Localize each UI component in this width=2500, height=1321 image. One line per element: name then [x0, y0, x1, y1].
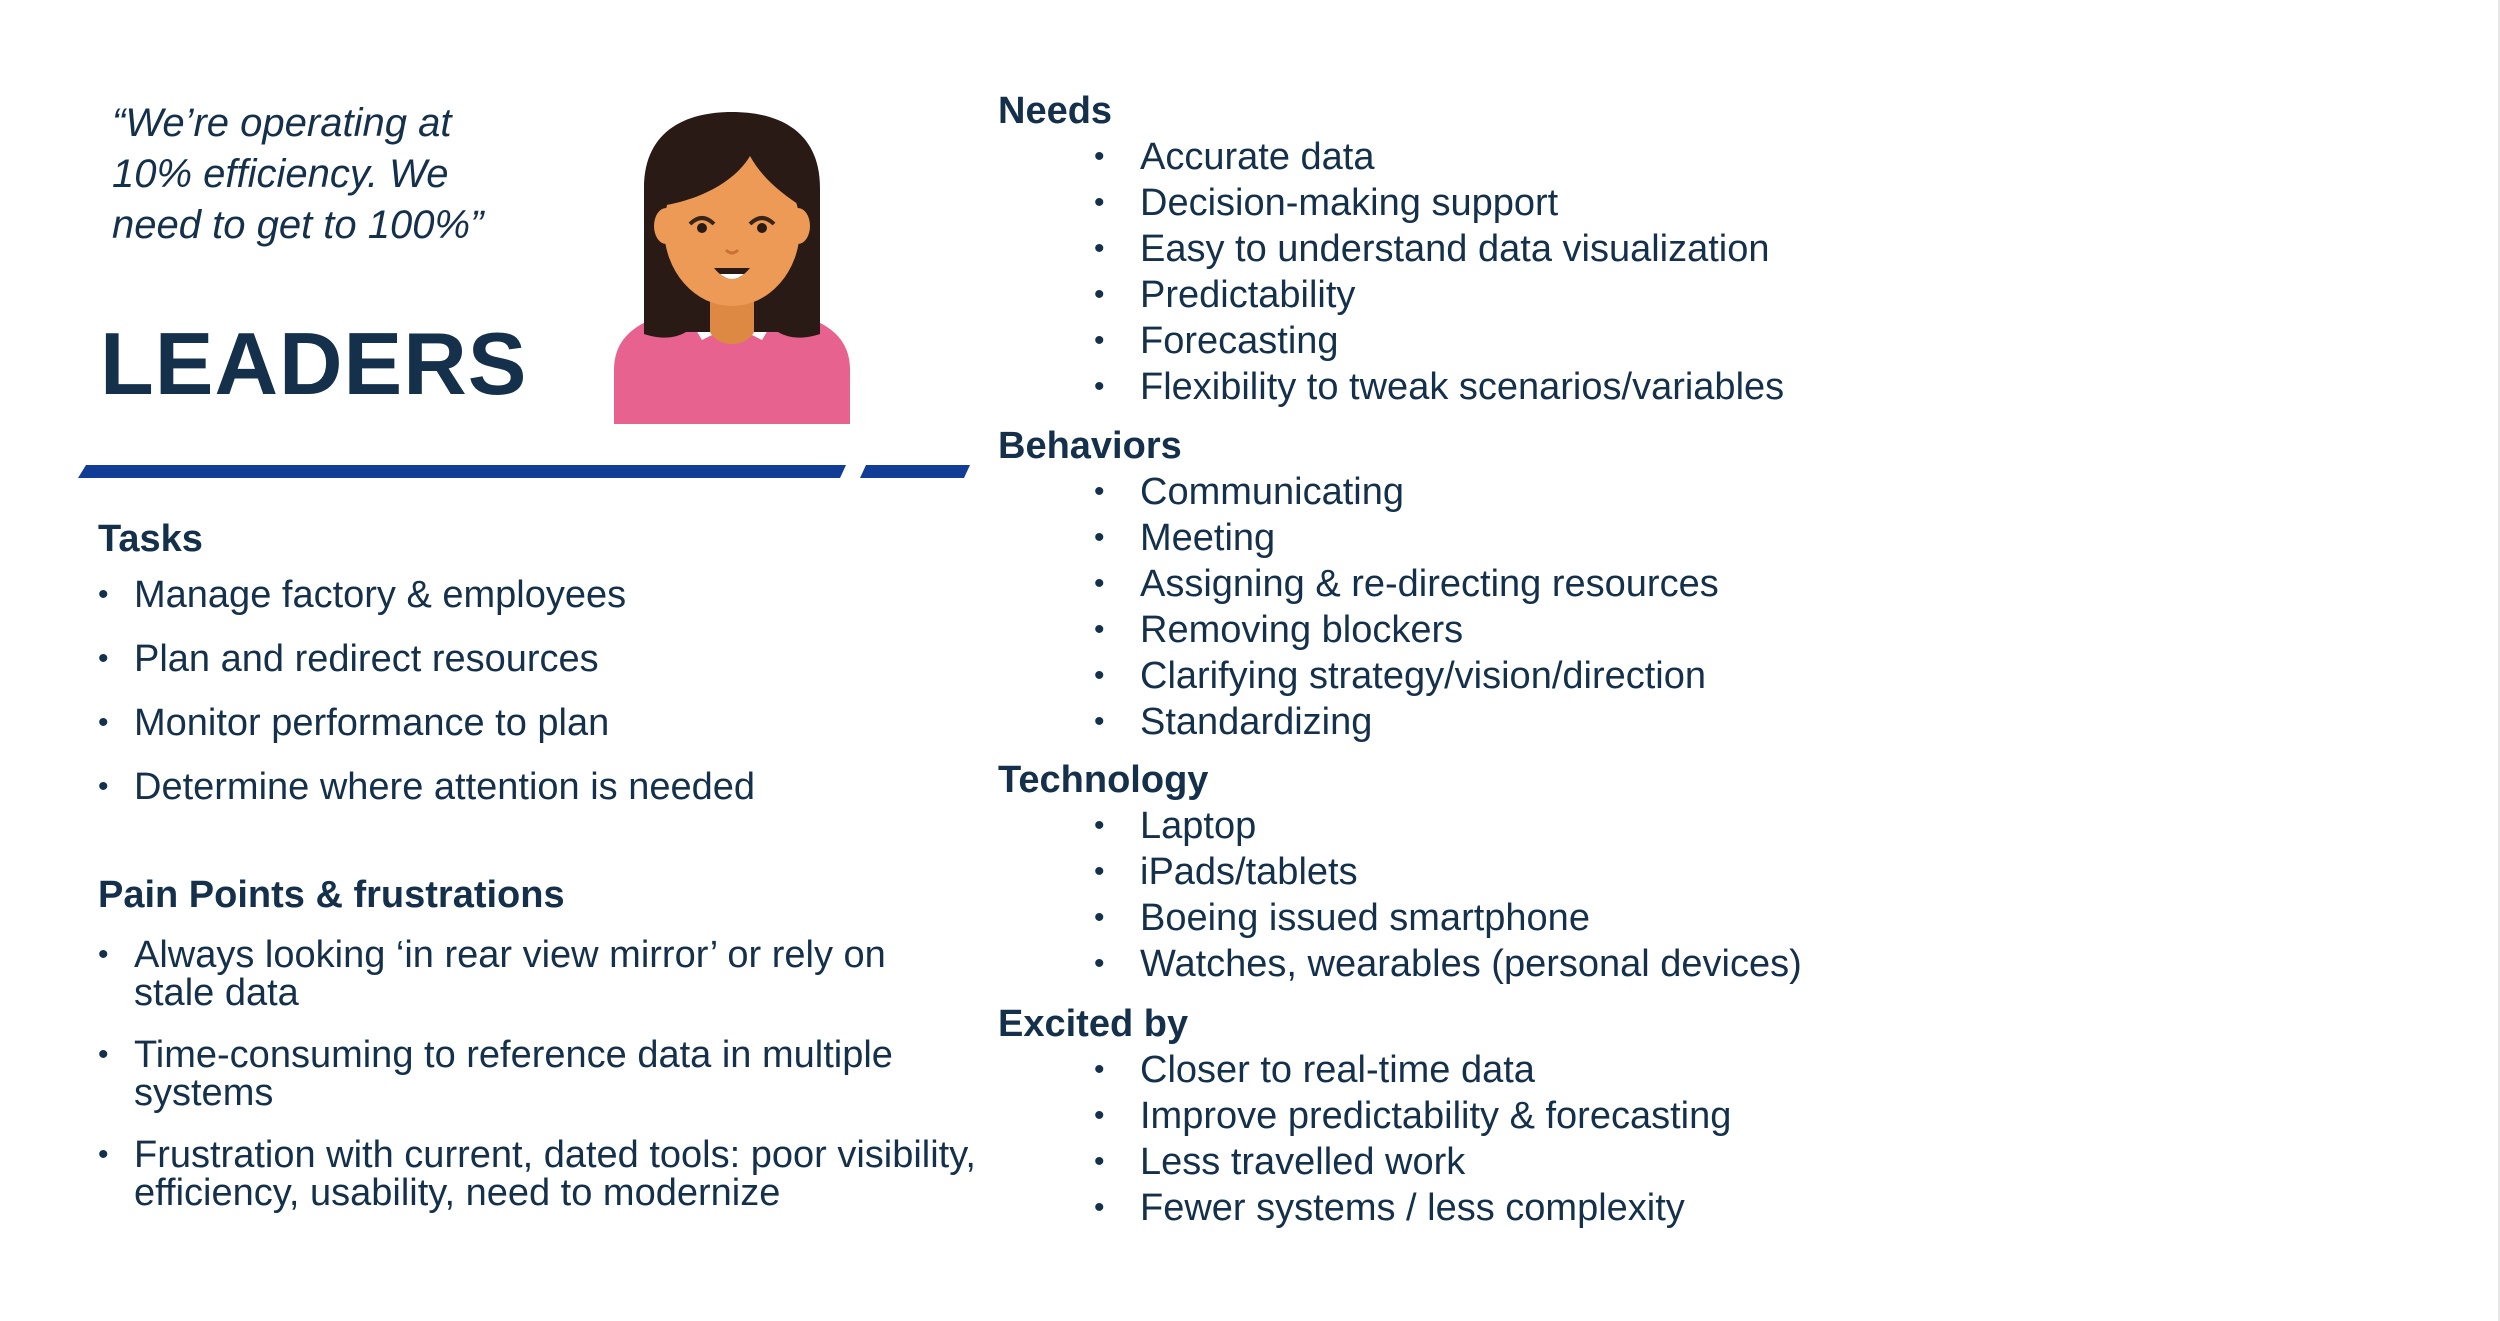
technology-heading: Technology	[998, 759, 1209, 801]
task-item: • Monitor performance to plan	[98, 704, 978, 742]
task-item: • Determine where attention is needed	[98, 768, 978, 806]
needs-item: • Predictability	[1140, 272, 2198, 318]
behaviors-section	[998, 423, 2198, 745]
behavior-item: • Standardizing	[1140, 699, 2198, 745]
tasks-section	[98, 516, 978, 806]
needs-item: • Decision-making support	[1140, 180, 2198, 226]
quote-line: “We’re operating at	[112, 101, 452, 145]
needs-item: • Forecasting	[1140, 318, 2198, 364]
behavior-item: • Meeting	[1140, 515, 2198, 561]
needs-item: • Accurate data	[1140, 134, 2198, 180]
needs-heading: Needs	[998, 90, 1113, 132]
persona-title: LEADERS	[100, 314, 528, 413]
pain-point-item: • Always looking ‘in rear view mirror’ or rely on stale data	[98, 936, 964, 1012]
needs-section	[998, 88, 2198, 410]
task-item: • Manage factory & employees	[98, 576, 978, 614]
divider-rule	[78, 465, 970, 481]
excited-by-item: • Less travelled work	[1140, 1139, 2198, 1185]
pain-point-item: • Frustration with current, dated tools: poor visibility, efficiency, usability, need to modernize	[98, 1136, 1014, 1212]
behavior-item: • Clarifying strategy/vision/direction	[1140, 653, 2198, 699]
tasks-heading: Tasks	[98, 518, 203, 560]
excited-by-item: • Fewer systems / less complexity	[1140, 1185, 2198, 1231]
behavior-item: • Assigning & re-directing resources	[1140, 561, 2198, 607]
pain-points-heading: Pain Points & frustrations	[98, 874, 565, 916]
woman-avatar-icon	[612, 108, 852, 424]
technology-item: • Laptop	[1140, 803, 2198, 849]
technology-item: • Boeing issued smartphone	[1140, 895, 2198, 941]
behaviors-heading: Behaviors	[998, 425, 1182, 467]
behavior-item: • Communicating	[1140, 469, 2198, 515]
behavior-item: • Removing blockers	[1140, 607, 2198, 653]
excited-by-heading: Excited by	[998, 1003, 1189, 1045]
quote-line: 10% efficiency. We	[112, 152, 449, 196]
technology-section	[998, 757, 2198, 987]
excited-by-item: • Closer to real-time data	[1140, 1047, 2198, 1093]
needs-item: • Easy to understand data visualization	[1140, 226, 2198, 272]
task-item: • Plan and redirect resources	[98, 640, 978, 678]
pain-point-item: • Time-consuming to reference data in multiple systems	[98, 1036, 964, 1112]
technology-item: • Watches, wearables (personal devices)	[1140, 941, 2198, 987]
technology-item: • iPads/tablets	[1140, 849, 2198, 895]
persona-quote	[112, 98, 552, 251]
pain-points-section	[98, 872, 998, 1212]
needs-item: • Flexibility to tweak scenarios/variables	[1140, 364, 2198, 410]
excited-by-section	[998, 1001, 2198, 1231]
excited-by-item: • Improve predictability & forecasting	[1140, 1093, 2198, 1139]
quote-line: need to get to 100%”	[112, 203, 484, 247]
